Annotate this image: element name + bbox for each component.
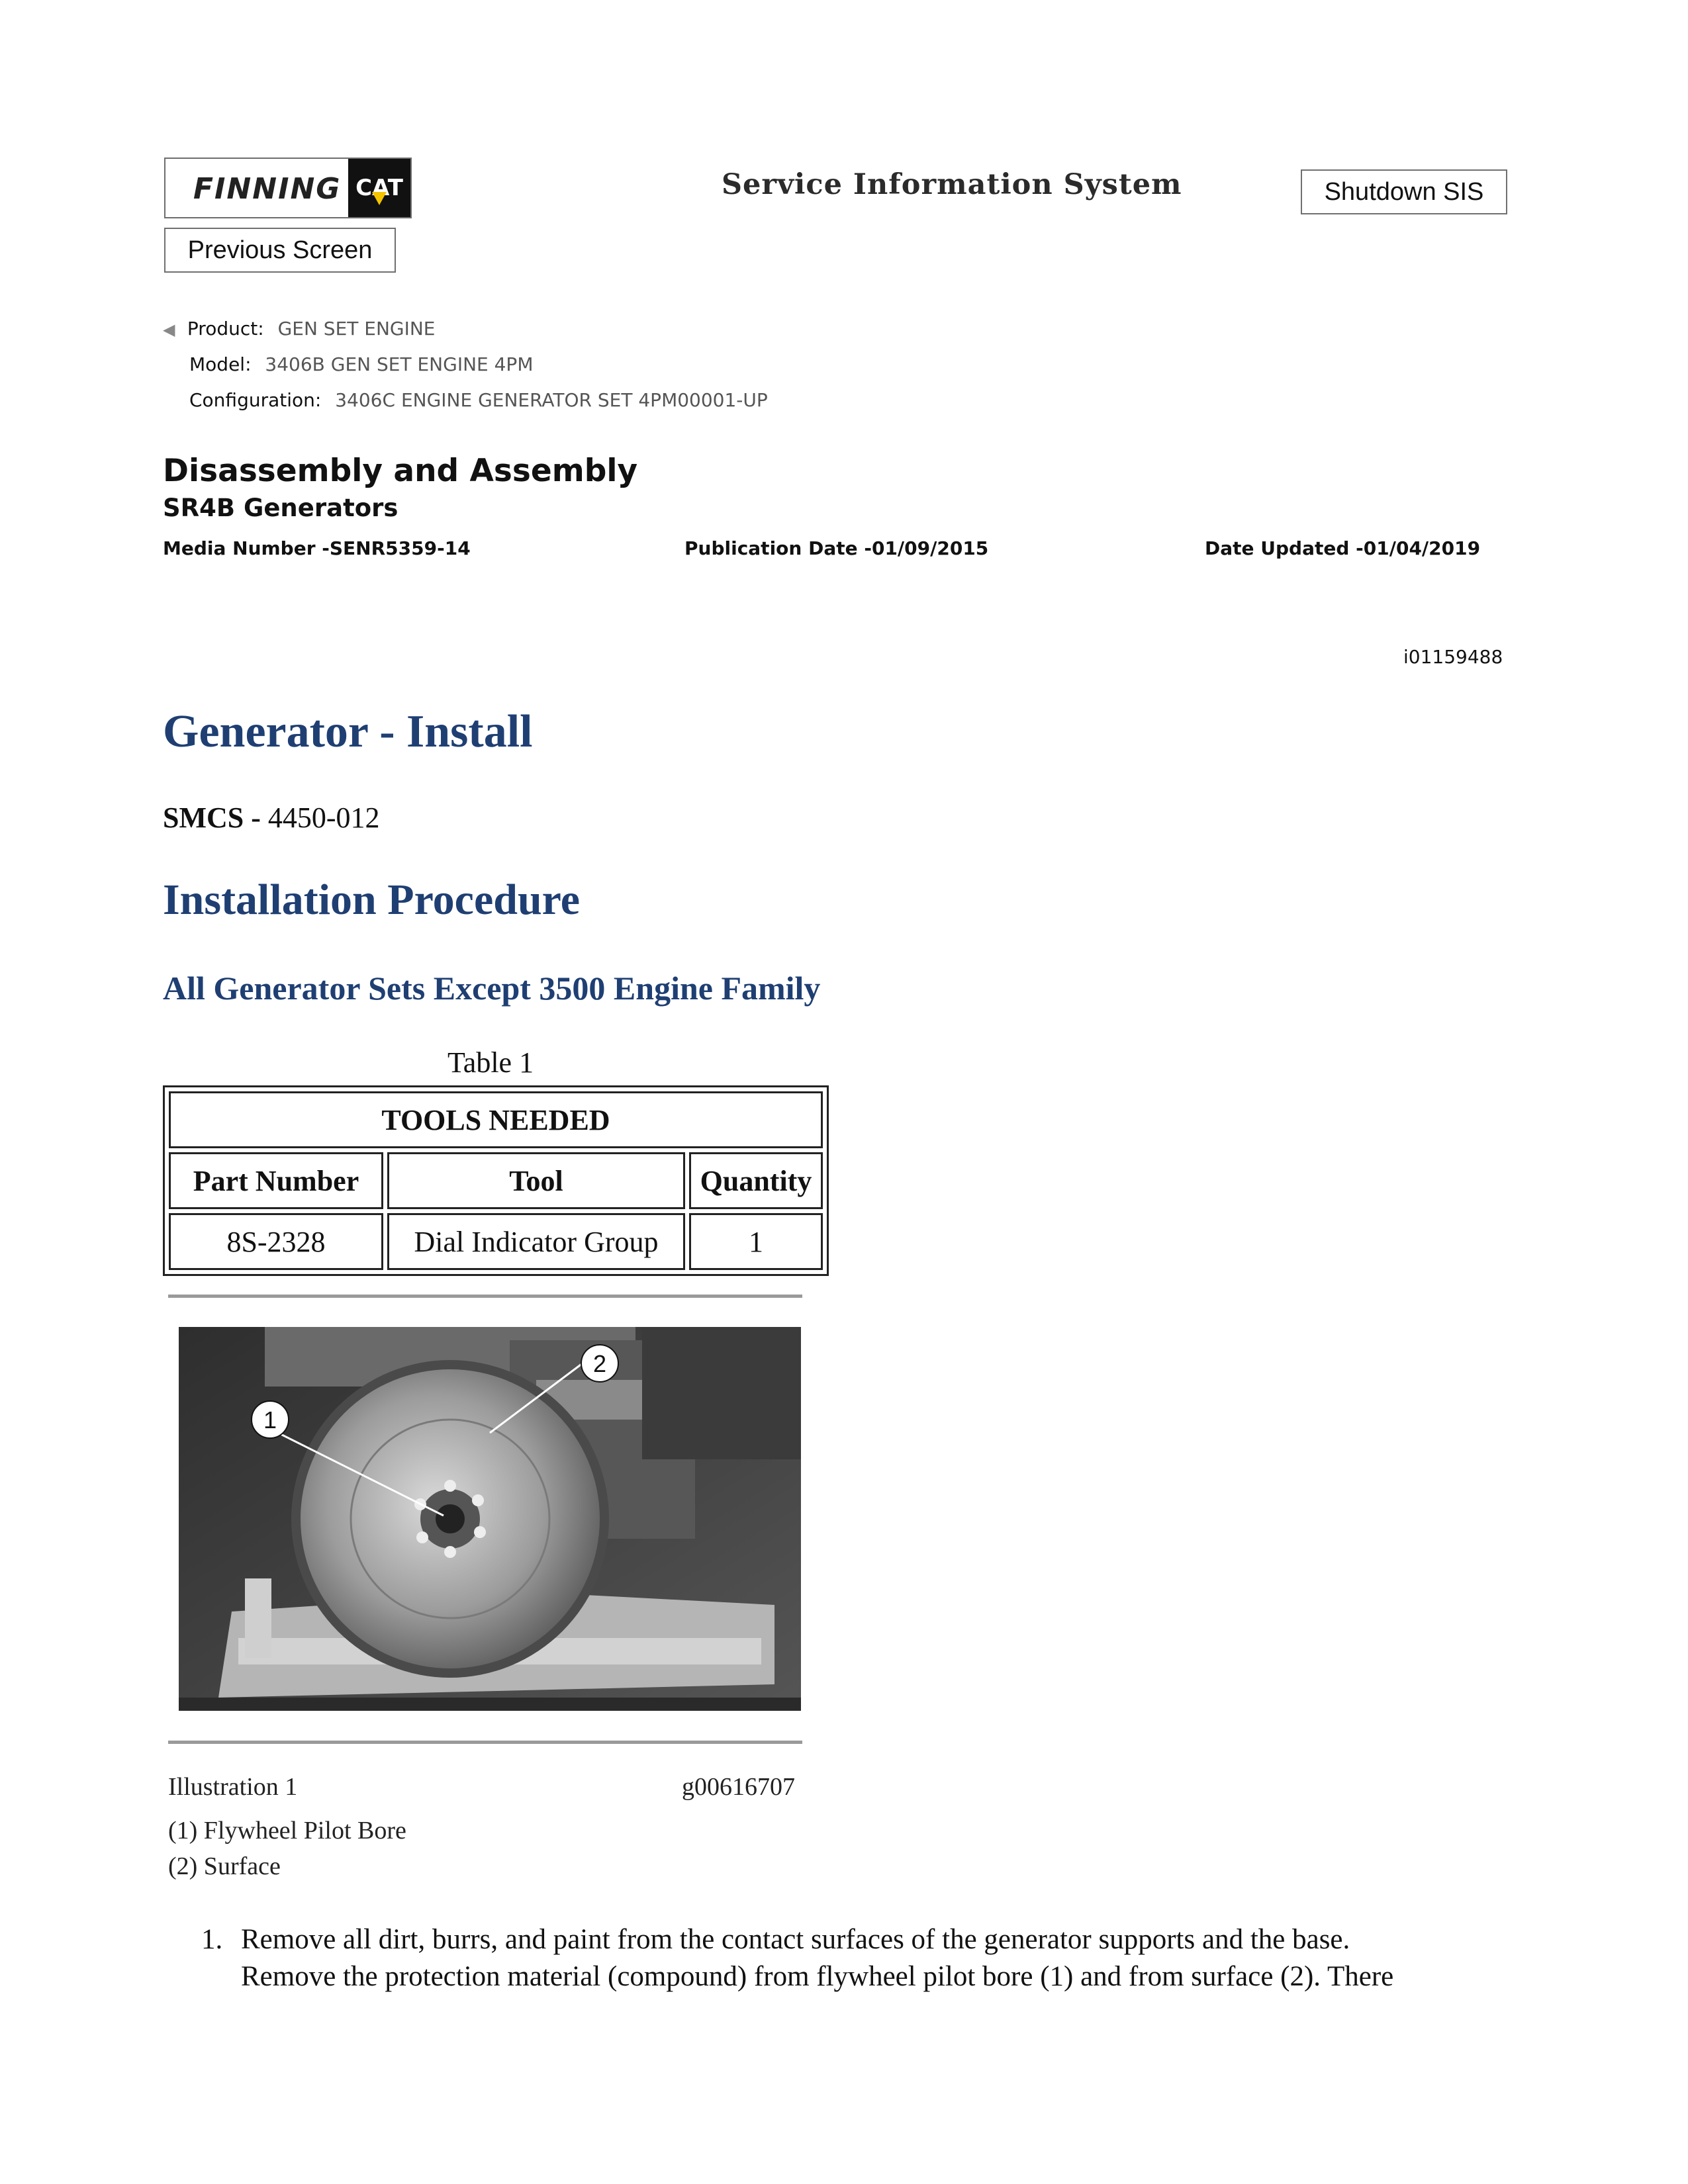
step-1-line-1: Remove all dirt, burrs, and paint from the contact surfaces of the generator supports and the base. <box>241 1924 1350 1955</box>
callout-2-label: 2 <box>592 1350 607 1377</box>
configuration-row <box>189 389 768 411</box>
divider-top <box>168 1295 802 1298</box>
header-part-number: Part Number <box>169 1152 383 1209</box>
cat-badge <box>348 159 410 217</box>
subsection-heading: All Generator Sets Except 3500 Engine Family <box>163 970 821 1007</box>
legend-surface: (2) Surface <box>168 1852 281 1880</box>
header-tool: Tool <box>387 1152 685 1209</box>
model-value: 3406B GEN SET ENGINE 4PM <box>265 353 534 375</box>
legend-flywheel-pilot-bore: (1) Flywheel Pilot Bore <box>168 1817 406 1844</box>
step-1-line-2: Remove the protection material (compound) from flywheel pilot bore (1) and from surface (2). There <box>241 1961 1394 1992</box>
publication-date: Publication Date -01/09/2015 <box>684 537 989 559</box>
document-category: Disassembly and Assembly <box>163 453 638 489</box>
section-heading: Installation Procedure <box>163 876 581 924</box>
step-number: 1. <box>201 1924 223 1955</box>
previous-screen-button[interactable]: Previous Screen <box>164 228 396 273</box>
illustration-label: Illustration 1 <box>168 1773 298 1801</box>
info-id: i01159488 <box>1403 646 1503 668</box>
model-label: Model: <box>189 353 252 375</box>
smcs-line <box>163 801 380 835</box>
table-caption: Table 1 <box>447 1046 534 1079</box>
cell-part-number: 8S-2328 <box>169 1213 383 1270</box>
configuration-label: Configuration: <box>189 389 322 411</box>
cell-tool: Dial Indicator Group <box>387 1213 685 1270</box>
product-value: GEN SET ENGINE <box>277 318 436 340</box>
table-row <box>169 1213 823 1270</box>
smcs-label: SMCS - <box>163 801 268 834</box>
smcs-value: 4450-012 <box>267 801 380 834</box>
date-updated: Date Updated -01/04/2019 <box>1205 537 1481 559</box>
finning-wordmark: FINNING <box>193 172 342 206</box>
flywheel-illustration <box>179 1327 801 1711</box>
collapse-arrow-icon[interactable]: ◀ <box>163 320 175 339</box>
table-title: TOOLS NEEDED <box>169 1091 823 1148</box>
cell-quantity: 1 <box>689 1213 823 1270</box>
product-row <box>163 318 436 340</box>
illustration-id: g00616707 <box>682 1773 795 1801</box>
tools-needed-table <box>163 1085 829 1276</box>
divider-bottom <box>168 1741 802 1744</box>
document-subtitle: SR4B Generators <box>163 494 399 522</box>
callout-1-label: 1 <box>263 1406 277 1433</box>
media-number: Media Number -SENR5359-14 <box>163 537 471 559</box>
page-title: Generator - Install <box>163 706 533 757</box>
finning-cat-logo <box>164 158 412 218</box>
flywheel-photo-drawing <box>179 1327 801 1711</box>
system-title: Service Information System <box>722 168 1182 201</box>
configuration-value: 3406C ENGINE GENERATOR SET 4PM00001-UP <box>335 389 768 411</box>
model-row <box>189 353 533 375</box>
product-label: Product: <box>187 318 264 340</box>
shutdown-sis-button[interactable]: Shutdown SIS <box>1301 169 1507 214</box>
header-quantity: Quantity <box>689 1152 823 1209</box>
cat-triangle-icon <box>372 192 387 205</box>
cat-badge-text: CAT <box>355 175 403 201</box>
